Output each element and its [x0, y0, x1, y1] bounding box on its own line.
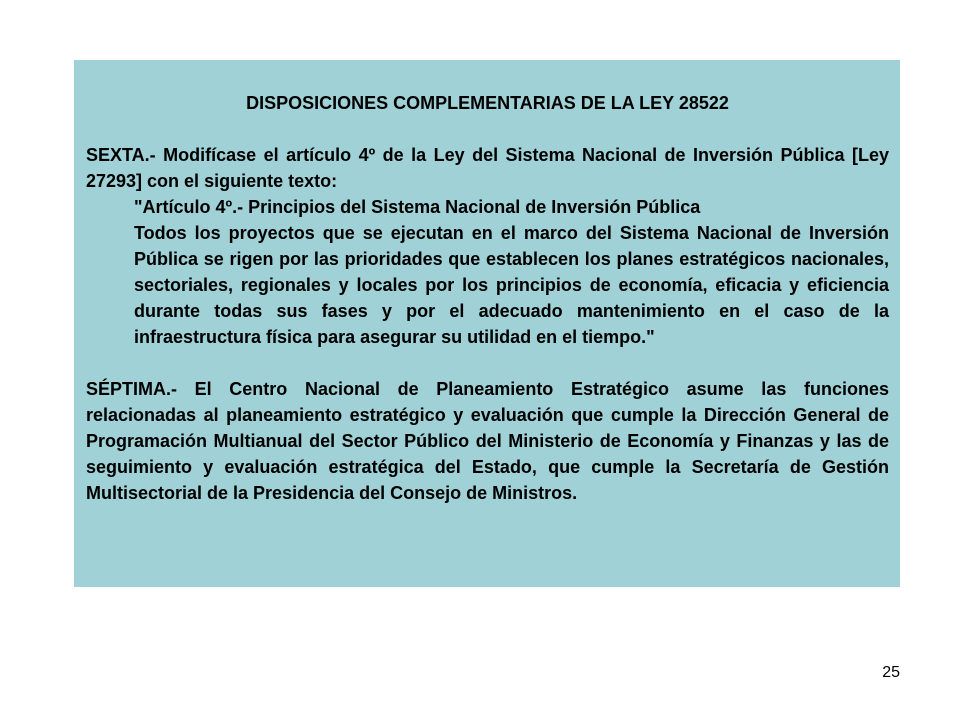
article-quote-body: Todos los proyectos que se ejecutan en el marco del Sistema Nacional de Inversión Pública se rigen por las prioridades que establecen los planes estratégicos nacionales, sectoriales, regionales y locales por los principios de economía, eficacia y eficiencia durante todas sus fases y por el adecuado mantenimiento en el caso de la infraestructura física para asegurar su utilidad en el tiempo." [134, 223, 889, 347]
septima-paragraph: SÉPTIMA.- El Centro Nacional de Planeamiento Estratégico asume las funciones relacionadas al planeamiento estratégico y evaluación que cumple la Dirección General de Programación Multianual del Sector Público del Ministerio de Economía y Finanzas y las de seguimiento y evaluación estratégica del Estado, que cumple la Secretaría de Gestión Multisectorial de la Presidencia del Consejo de Ministros. [86, 379, 889, 503]
sexta-intro-paragraph: SEXTA.- Modifícase el artículo 4º de la Ley del Sistema Nacional de Inversión Pública [Ley 27293] con el siguiente texto: [86, 145, 889, 191]
content-box [74, 60, 900, 587]
paragraph-spacer [86, 350, 889, 376]
page-number: 25 [882, 664, 900, 681]
section-title: DISPOSICIONES COMPLEMENTARIAS DE LA LEY 28522 [246, 93, 729, 113]
article-quote-heading: "Artículo 4º.- Principios del Sistema Nacional de Inversión Pública [134, 197, 701, 217]
